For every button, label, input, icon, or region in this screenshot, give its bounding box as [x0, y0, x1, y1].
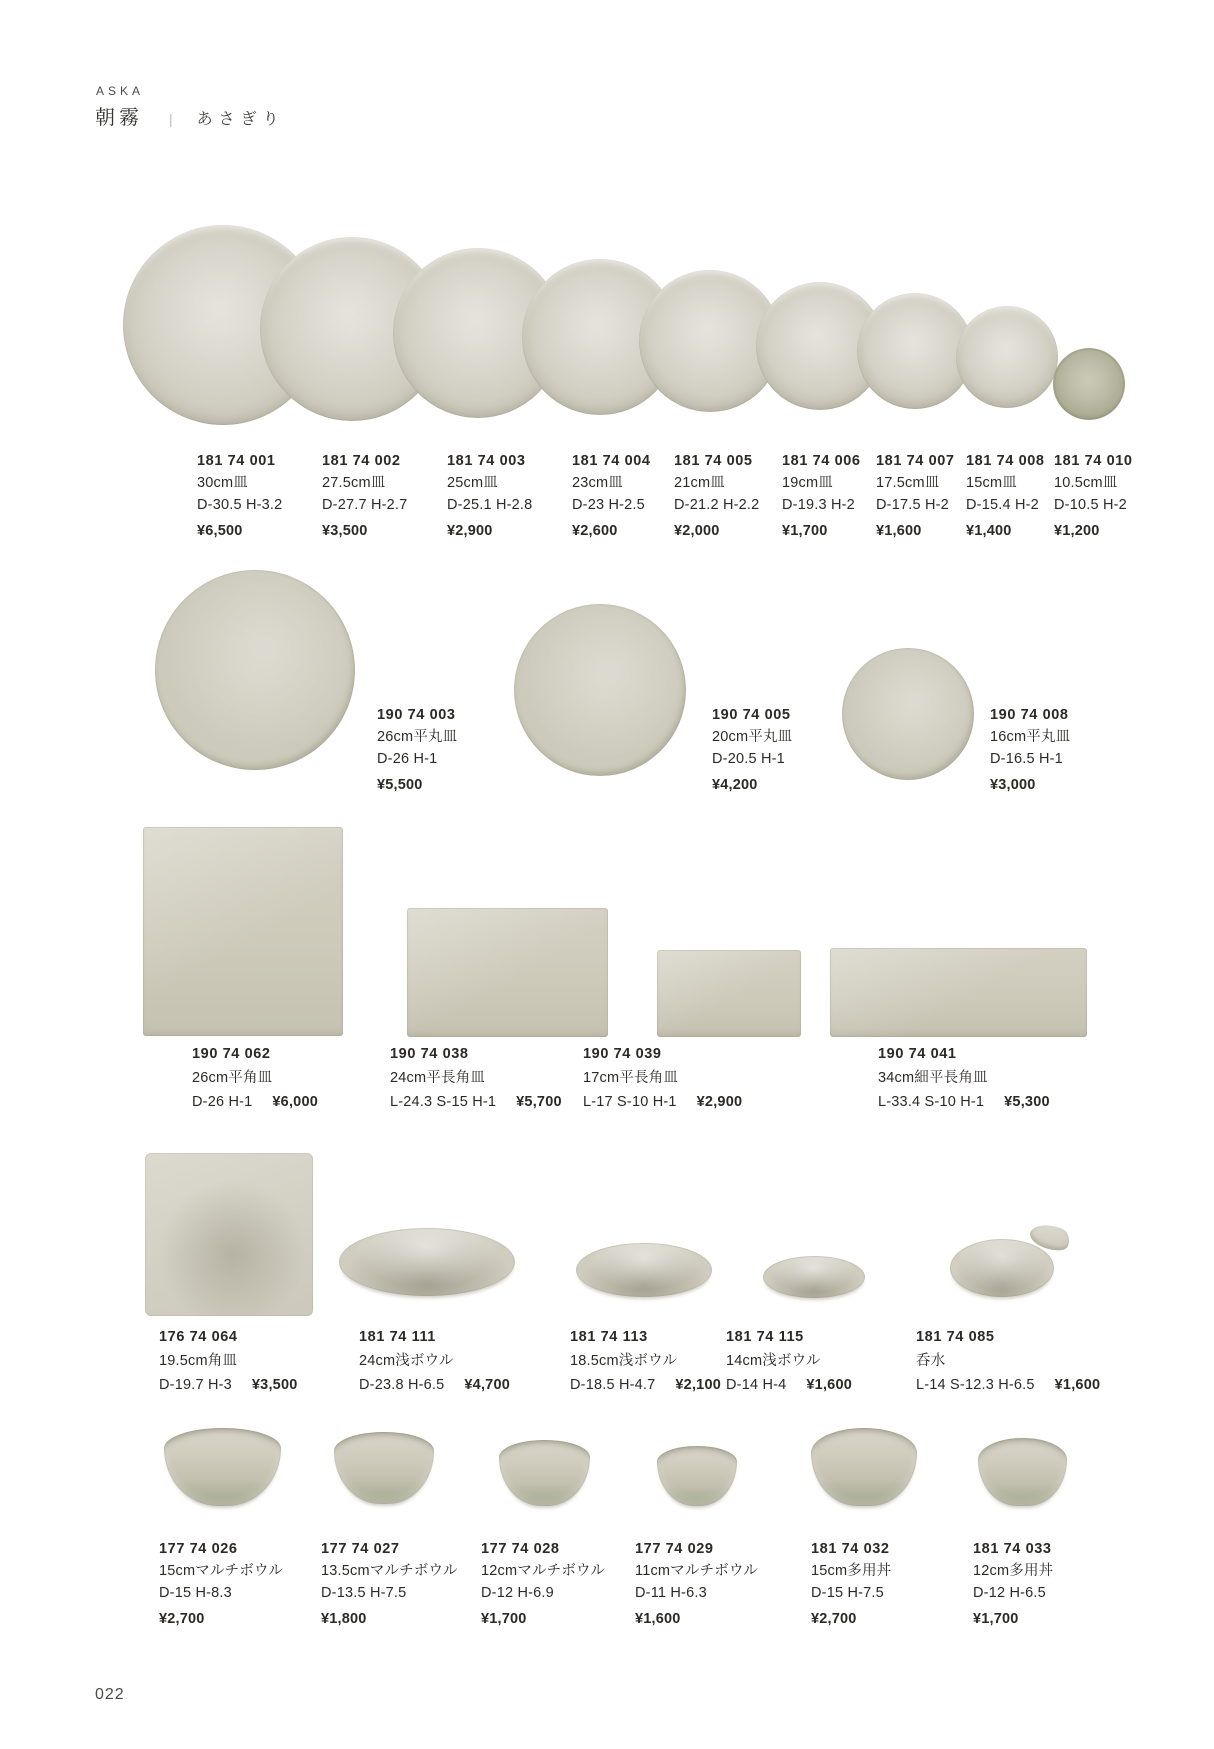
- product-code: 190 74 062: [192, 1046, 271, 1062]
- product-label: [572, 450, 651, 542]
- product-code: 190 74 041: [878, 1046, 957, 1062]
- page-number: 022: [95, 1686, 125, 1703]
- product-size: 14cm浅ボウル: [726, 1353, 821, 1369]
- product-size: 10.5cm皿: [1054, 475, 1118, 491]
- product-code: 181 74 003: [447, 453, 526, 469]
- product-label: [390, 1042, 562, 1114]
- product-dims-price: [878, 1090, 1050, 1114]
- product-size: 21cm皿: [674, 475, 725, 491]
- product-size: 25cm皿: [447, 475, 498, 491]
- product-size: 13.5cmマルチボウル: [321, 1563, 458, 1579]
- product-size: 19.5cm角皿: [159, 1353, 238, 1369]
- product-size: 18.5cm浅ボウル: [570, 1353, 678, 1369]
- product-code: 190 74 039: [583, 1046, 662, 1062]
- product-price: ¥4,700: [464, 1377, 510, 1393]
- product-code: 181 74 115: [726, 1329, 804, 1345]
- product-price: ¥6,500: [197, 523, 243, 539]
- product-code: 177 74 028: [481, 1541, 560, 1557]
- product-price: ¥3,500: [322, 523, 368, 539]
- product-dims: D-15.4 H-2: [966, 497, 1039, 513]
- product-price: ¥4,200: [712, 777, 758, 793]
- product-dims: D-16.5 H-1: [990, 751, 1063, 767]
- product-price: ¥2,900: [696, 1094, 743, 1110]
- multi-bowl-12cm-image: [499, 1440, 590, 1506]
- flat-plate-26cm-image: [155, 570, 355, 770]
- product-code: 176 74 064: [159, 1329, 238, 1345]
- product-dims: D-13.5 H-7.5: [321, 1585, 407, 1601]
- square-plate-19-5cm-image: [145, 1153, 313, 1316]
- product-dims: D-27.7 H-2.7: [322, 497, 408, 513]
- shallow-bowl-18-5cm-image: [576, 1243, 712, 1297]
- product-dims: D-23 H-2.5: [572, 497, 645, 513]
- round-plate-10-5cm-image: [1053, 348, 1125, 420]
- product-label: [570, 1325, 721, 1397]
- product-label: [973, 1538, 1053, 1630]
- product-price: ¥1,400: [966, 523, 1012, 539]
- multi-bowl-15cm-image: [164, 1428, 281, 1506]
- product-dims: D-18.5 H-4.7: [570, 1377, 656, 1393]
- product-label: [447, 450, 532, 542]
- product-code: 181 74 007: [876, 453, 955, 469]
- product-size: 15cmマルチボウル: [159, 1563, 284, 1579]
- round-plate-15cm-image: [956, 306, 1058, 408]
- multi-bowl-13-5cm-image: [334, 1432, 434, 1504]
- product-dims: D-20.5 H-1: [712, 751, 785, 767]
- product-dims: D-10.5 H-2: [1054, 497, 1127, 513]
- product-label: [377, 704, 457, 796]
- product-size: 呑水: [916, 1353, 946, 1369]
- rect-plate-34cm-image: [830, 948, 1087, 1037]
- product-dims: D-12 H-6.9: [481, 1585, 554, 1601]
- product-price: ¥1,700: [782, 523, 828, 539]
- product-size: 17cm平長角皿: [583, 1070, 679, 1086]
- product-price: ¥3,500: [251, 1377, 298, 1393]
- product-label: [159, 1538, 283, 1630]
- product-price: ¥2,700: [811, 1611, 857, 1627]
- product-dims: D-21.2 H-2.2: [674, 497, 760, 513]
- product-code: 181 74 004: [572, 453, 651, 469]
- product-dims-price: [916, 1373, 1100, 1397]
- product-size: 17.5cm皿: [876, 475, 940, 491]
- product-label: [916, 1325, 1100, 1397]
- product-dims-price: [359, 1373, 510, 1397]
- product-dims: D-23.8 H-6.5: [359, 1377, 445, 1393]
- series-title: [95, 101, 285, 130]
- product-price: ¥5,500: [377, 777, 423, 793]
- product-label: [876, 450, 955, 542]
- product-dims: D-12 H-6.5: [973, 1585, 1046, 1601]
- product-label: [322, 450, 407, 542]
- product-code: 190 74 005: [712, 707, 791, 723]
- product-price: ¥3,000: [990, 777, 1036, 793]
- product-price: ¥2,100: [675, 1377, 721, 1393]
- product-size: 16cm平丸皿: [990, 729, 1071, 745]
- product-size: 30cm皿: [197, 475, 248, 491]
- product-label: [990, 704, 1070, 796]
- product-size: 26cm平丸皿: [377, 729, 458, 745]
- product-size: 24cm浅ボウル: [359, 1353, 454, 1369]
- product-code: 181 74 002: [322, 453, 401, 469]
- product-price: ¥1,600: [635, 1611, 681, 1627]
- product-price: ¥1,700: [481, 1611, 527, 1627]
- product-dims: L-14 S-12.3 H-6.5: [916, 1377, 1035, 1393]
- product-size: 15cm多用丼: [811, 1563, 892, 1579]
- product-code: 190 74 038: [390, 1046, 469, 1062]
- product-dims: L-17 S-10 H-1: [583, 1094, 677, 1110]
- product-code: 177 74 027: [321, 1541, 400, 1557]
- product-code: 181 74 006: [782, 453, 861, 469]
- product-label: [197, 450, 282, 542]
- product-label: [674, 450, 759, 542]
- tonsui-handle: [1027, 1219, 1073, 1255]
- product-label: [192, 1042, 318, 1114]
- product-label: [583, 1042, 742, 1114]
- flat-plate-16cm-image: [842, 648, 974, 780]
- product-dims: D-11 H-6.3: [635, 1585, 707, 1601]
- product-size: 34cm細平長角皿: [878, 1070, 988, 1086]
- shallow-bowl-24cm-image: [339, 1228, 515, 1296]
- product-code: 181 74 085: [916, 1329, 995, 1345]
- product-code: 181 74 032: [811, 1541, 890, 1557]
- product-size: 26cm平角皿: [192, 1070, 273, 1086]
- product-code: 181 74 033: [973, 1541, 1052, 1557]
- product-size: 12cm多用丼: [973, 1563, 1054, 1579]
- flat-plate-20cm-image: [514, 604, 686, 776]
- product-code: 190 74 008: [990, 707, 1069, 723]
- product-label: [1054, 450, 1133, 542]
- series-kana: あさぎり: [196, 111, 285, 128]
- product-size: 20cm平丸皿: [712, 729, 793, 745]
- product-code: 181 74 010: [1054, 453, 1133, 469]
- product-price: ¥2,900: [447, 523, 493, 539]
- product-price: ¥1,600: [876, 523, 922, 539]
- product-dims: D-17.5 H-2: [876, 497, 949, 513]
- product-label: [635, 1538, 758, 1630]
- product-dims: D-26 H-1: [192, 1094, 253, 1110]
- product-label: [966, 450, 1045, 542]
- product-dims: D-26 H-1: [377, 751, 438, 767]
- product-dims: D-15 H-7.5: [811, 1585, 884, 1601]
- product-code: 181 74 005: [674, 453, 753, 469]
- product-price: ¥2,600: [572, 523, 618, 539]
- product-dims-price: [192, 1090, 318, 1114]
- product-size: 23cm皿: [572, 475, 623, 491]
- product-price: ¥1,800: [321, 1611, 367, 1627]
- product-code: 177 74 026: [159, 1541, 238, 1557]
- shallow-bowl-14cm-image: [763, 1256, 865, 1298]
- product-label: [359, 1325, 510, 1397]
- product-price: ¥6,000: [272, 1094, 318, 1110]
- donburi-12cm-image: [978, 1438, 1067, 1506]
- series-kanji: 朝霧: [95, 107, 143, 129]
- product-dims: D-19.3 H-2: [782, 497, 855, 513]
- product-size: 24cm平長角皿: [390, 1070, 486, 1086]
- product-code: 181 74 001: [197, 453, 276, 469]
- product-size: 12cmマルチボウル: [481, 1563, 606, 1579]
- product-dims-price: [570, 1373, 721, 1397]
- product-price: ¥5,300: [1004, 1094, 1050, 1110]
- product-code: 177 74 029: [635, 1541, 714, 1557]
- series-separator: |: [169, 111, 173, 127]
- product-label: [782, 450, 861, 542]
- product-dims: D-14 H-4: [726, 1377, 787, 1393]
- product-price: ¥5,700: [516, 1094, 562, 1110]
- product-dims: L-24.3 S-15 H-1: [390, 1094, 497, 1110]
- product-dims: D-30.5 H-3.2: [197, 497, 283, 513]
- product-price: ¥2,000: [674, 523, 720, 539]
- product-dims: L-33.4 S-10 H-1: [878, 1094, 985, 1110]
- rect-plate-17cm-image: [657, 950, 801, 1037]
- product-label: [321, 1538, 458, 1630]
- brand-name: ASKA: [96, 84, 145, 98]
- product-dims: D-25.1 H-2.8: [447, 497, 533, 513]
- product-label: [811, 1538, 891, 1630]
- product-price: ¥2,700: [159, 1611, 205, 1627]
- product-price: ¥1,600: [806, 1377, 852, 1393]
- product-code: 181 74 008: [966, 453, 1045, 469]
- tonsui-bowl-image: [950, 1239, 1054, 1297]
- product-size: 27.5cm皿: [322, 475, 386, 491]
- product-price: ¥1,700: [973, 1611, 1019, 1627]
- product-dims-price: [726, 1373, 852, 1397]
- product-label: [726, 1325, 852, 1397]
- product-label: [712, 704, 792, 796]
- donburi-15cm-image: [811, 1428, 917, 1506]
- product-dims-price: [159, 1373, 297, 1397]
- product-dims: D-15 H-8.3: [159, 1585, 232, 1601]
- product-price: ¥1,200: [1054, 523, 1100, 539]
- product-size: 11cmマルチボウル: [635, 1563, 758, 1579]
- product-code: 190 74 003: [377, 707, 456, 723]
- square-plate-26cm-image: [143, 827, 343, 1036]
- product-dims-price: [583, 1090, 742, 1114]
- product-price: ¥1,600: [1054, 1377, 1101, 1393]
- multi-bowl-11cm-image: [657, 1446, 737, 1506]
- product-code: 181 74 113: [570, 1329, 648, 1345]
- product-dims: D-19.7 H-3: [159, 1377, 232, 1393]
- product-code: 181 74 111: [359, 1329, 436, 1345]
- rect-plate-24cm-image: [407, 908, 608, 1037]
- product-dims-price: [390, 1090, 562, 1114]
- product-label: [481, 1538, 605, 1630]
- product-size: 19cm皿: [782, 475, 833, 491]
- product-label: [878, 1042, 1050, 1114]
- product-size: 15cm皿: [966, 475, 1017, 491]
- product-label: [159, 1325, 297, 1397]
